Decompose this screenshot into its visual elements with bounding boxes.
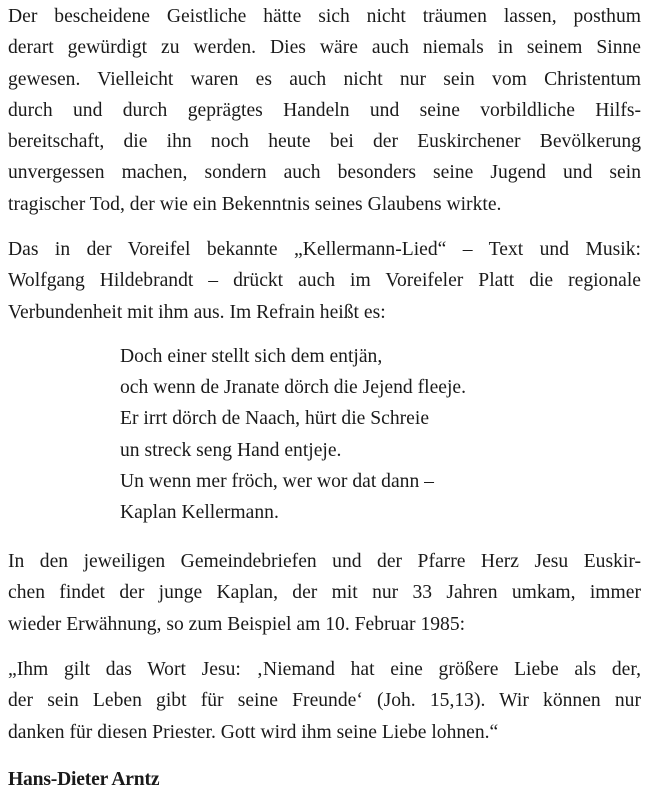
verse-line: och wenn de Jranate dörch die Jejend fleeje. (120, 377, 466, 399)
verse-line: Er irrt dörch de Naach, hürt die Schreie (120, 408, 430, 430)
verse-line: Doch einer stellt sich dem entjän, (120, 346, 383, 367)
text-line: gewesen. Vielleicht waren es auch nicht nur sein vom Christentum (8, 68, 641, 90)
text-line: Der bescheidene Geistliche hätte sich nicht träumen lassen, posthum (8, 6, 641, 27)
text-line: wieder Erwähnung, so zum Beispiel am 10. Februar 1985: (8, 613, 466, 635)
text-line: Das in der Voreifel bekannte „Kellermann-Lied“ – Text und Musik: (8, 239, 641, 260)
text-line: danken für diesen Priester. Gott wird ihm seine Liebe lohnen.“ (8, 721, 499, 743)
paragraph-gemeindebriefe (8, 546, 641, 640)
text-line: chen findet der junge Kaplan, der mit nur 33 Jahren umkam, immer (8, 582, 641, 604)
text-line: In den jeweiligen Gemeindebriefen und der Pfarre Herz Jesu Euskir- (8, 551, 641, 572)
author-name: Hans-Dieter Arntz (8, 769, 160, 790)
text-line: unvergessen machen, sondern auch besonders seine Jugend und sein (8, 162, 641, 184)
text-line: durch und durch geprägtes Handeln und seine vorbildliche Hilfs- (8, 99, 641, 121)
text-line: „Ihm gilt das Wort Jesu: ‚Niemand hat eine größere Liebe als der, (8, 659, 641, 680)
paragraph-kaplan-tribute (8, 1, 641, 220)
verse-line: Kaplan Kellermann. (120, 502, 279, 524)
verse-line: un streck seng Hand entjeje. (120, 439, 342, 461)
text-line: tragischer Tod, der wie ein Bekenntnis seines Glaubens wirkte. (8, 193, 502, 215)
text-line: derart gewürdigt zu werden. Dies wäre auch niemals in seinem Sinne (8, 37, 641, 59)
text-line: Wolfgang Hildebrandt – drückt auch im Voreifeler Platt die regionale (8, 270, 641, 292)
text-line: Verbundenheit mit ihm aus. Im Refrain heißt es: (8, 301, 386, 323)
text-line: bereitschaft, die ihn noch heute bei der Euskirchener Bevölkerung (8, 131, 641, 153)
paragraph-quote (8, 654, 641, 748)
song-refrain-verse (120, 341, 466, 528)
verse-line: Un wenn mer fröch, wer wor dat dann – (120, 470, 434, 492)
paragraph-kellermann-lied (8, 234, 641, 328)
text-line: der sein Leben gibt für seine Freunde‘ (Joh. 15,13). Wir können nur (8, 690, 641, 712)
